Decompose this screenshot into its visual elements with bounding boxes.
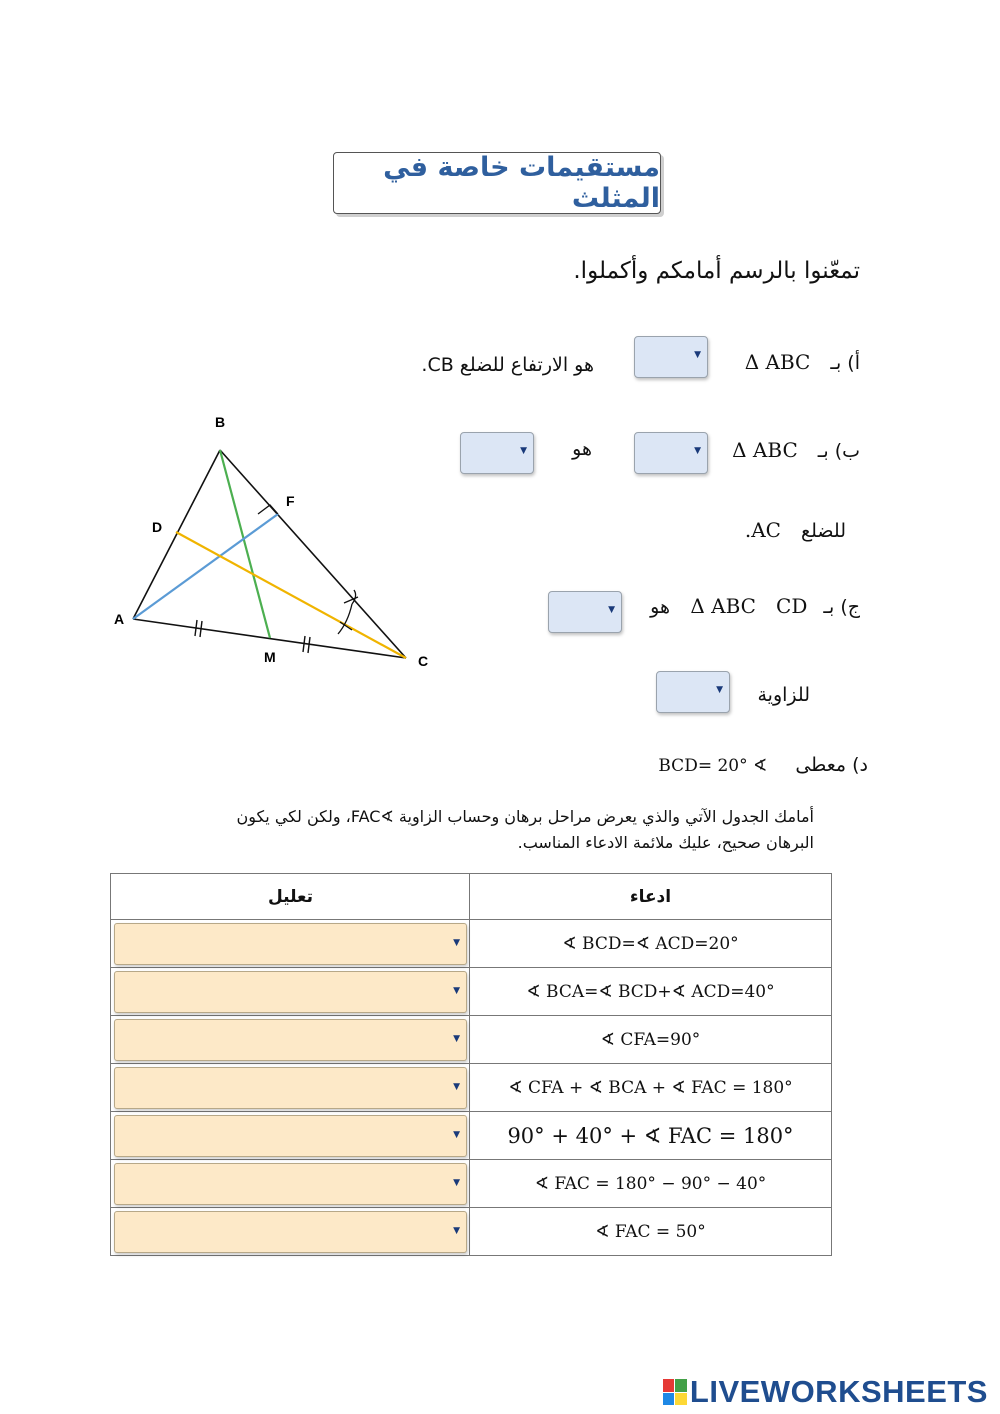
chevron-down-icon: ▼: [716, 685, 723, 695]
question-b-prefix: [732, 438, 860, 462]
label-a: A: [114, 611, 125, 627]
table-intro-line2: البرهان صحيح، عليك ملائمة الادعاء المناسب.: [517, 833, 814, 852]
dropdown-c2[interactable]: [656, 671, 730, 713]
table-intro: [134, 804, 814, 856]
table-row: [111, 1208, 832, 1256]
dropdown-a[interactable]: [634, 336, 708, 378]
chevron-down-icon: ▼: [453, 1177, 460, 1188]
dropdown-b2[interactable]: [460, 432, 534, 474]
table-intro-line1: أمامك الجدول الآتي والذي يعرض مراحل برهان وحساب الزاوية ∢FAC، ولكن لكي يكون: [236, 807, 814, 826]
brand-logo: [663, 1374, 988, 1410]
table-row: [111, 1064, 832, 1112]
reason-dropdown-7[interactable]: [114, 1211, 467, 1253]
question-b-triangle: Δ ABC: [732, 438, 798, 462]
instruction: تمعّنوا بالرسم أمامكم وأكملوا.: [573, 258, 860, 284]
claim-cell: ∢ CFA + ∢ BCA + ∢ FAC = 180°: [470, 1064, 832, 1112]
question-a-suffix: هو الارتفاع للضلع CB.: [421, 354, 594, 376]
question-a-prefix: [745, 350, 860, 374]
table-header-row: [111, 874, 832, 920]
label-f: F: [286, 493, 295, 509]
reason-dropdown-2[interactable]: [114, 971, 467, 1013]
chevron-down-icon: ▼: [608, 605, 615, 615]
question-c-label: ج) بـ: [823, 596, 860, 618]
dropdown-c1[interactable]: [548, 591, 622, 633]
title-box: [333, 152, 661, 214]
question-b-side: AC.: [744, 518, 781, 542]
chevron-down-icon: ▼: [453, 1129, 460, 1140]
tick-mc-2: [308, 637, 310, 653]
dropdown-b1[interactable]: [634, 432, 708, 474]
label-c: C: [418, 653, 429, 669]
label-d: D: [152, 519, 163, 535]
claim-cell: ∢ BCA=∢ BCD+∢ ACD=40°: [470, 968, 832, 1016]
reason-dropdown-5[interactable]: [114, 1115, 467, 1157]
question-b-label: ب) بـ: [817, 440, 860, 462]
table-row: [111, 1112, 832, 1160]
label-m: M: [264, 649, 276, 665]
question-c-prefix: [690, 594, 860, 618]
chevron-down-icon: ▼: [453, 1081, 460, 1092]
page-title: مستقيمات خاصة في المثلث: [383, 152, 660, 214]
claim-cell: ∢ FAC = 50°: [470, 1208, 832, 1256]
question-a-triangle: Δ ABC: [744, 350, 811, 374]
chevron-down-icon: ▼: [694, 446, 701, 456]
tick-am-2: [200, 621, 202, 637]
question-a-label: أ) بـ: [830, 352, 860, 374]
reason-dropdown-4[interactable]: [114, 1067, 467, 1109]
chevron-down-icon: ▼: [453, 937, 460, 948]
table-row: [111, 1160, 832, 1208]
proof-table: [110, 873, 832, 1256]
claim-cell: ∢ BCD=∢ ACD=20°: [470, 920, 832, 968]
question-b-line2-label: للضلع: [801, 520, 846, 542]
question-c-triangle: Δ ABC: [690, 594, 756, 618]
header-claim: ادعاء: [470, 874, 832, 920]
question-c-segment: CD: [776, 594, 808, 618]
liveworksheets-icon: [663, 1379, 687, 1405]
table-row: [111, 968, 832, 1016]
claim-cell: 90° + 40° + ∢ FAC = 180°: [470, 1112, 832, 1160]
question-c-line2: للزاوية: [757, 684, 810, 706]
reason-dropdown-1[interactable]: [114, 923, 467, 965]
label-b: B: [215, 414, 226, 430]
chevron-down-icon: ▼: [694, 350, 701, 360]
chevron-down-icon: ▼: [520, 446, 527, 456]
question-c-middle: هو: [650, 596, 670, 618]
table-row: [111, 920, 832, 968]
question-d-label: د) معطى: [795, 754, 868, 776]
question-d-given: ∢ BCD= 20°: [658, 756, 768, 776]
side-ab: [133, 450, 220, 619]
claim-cell: ∢ FAC = 180° − 90° − 40°: [470, 1160, 832, 1208]
question-b-line2: [745, 518, 846, 542]
reason-dropdown-3[interactable]: [114, 1019, 467, 1061]
triangle-diagram: [100, 400, 450, 690]
question-d: [658, 754, 868, 776]
chevron-down-icon: ▼: [453, 985, 460, 996]
bisector-cd: [176, 532, 406, 658]
tick-mc-1: [303, 636, 305, 652]
claim-cell: ∢ CFA=90°: [470, 1016, 832, 1064]
reason-dropdown-6[interactable]: [114, 1163, 467, 1205]
question-b-middle: هو: [572, 438, 592, 460]
chevron-down-icon: ▼: [453, 1033, 460, 1044]
table-row: [111, 1016, 832, 1064]
angle-arc-1: [338, 604, 352, 634]
brand-name: LIVEWORKSHEETS: [689, 1374, 988, 1409]
tick-am-1: [195, 620, 197, 636]
header-reason: تعليل: [111, 874, 470, 920]
chevron-down-icon: ▼: [453, 1225, 460, 1236]
